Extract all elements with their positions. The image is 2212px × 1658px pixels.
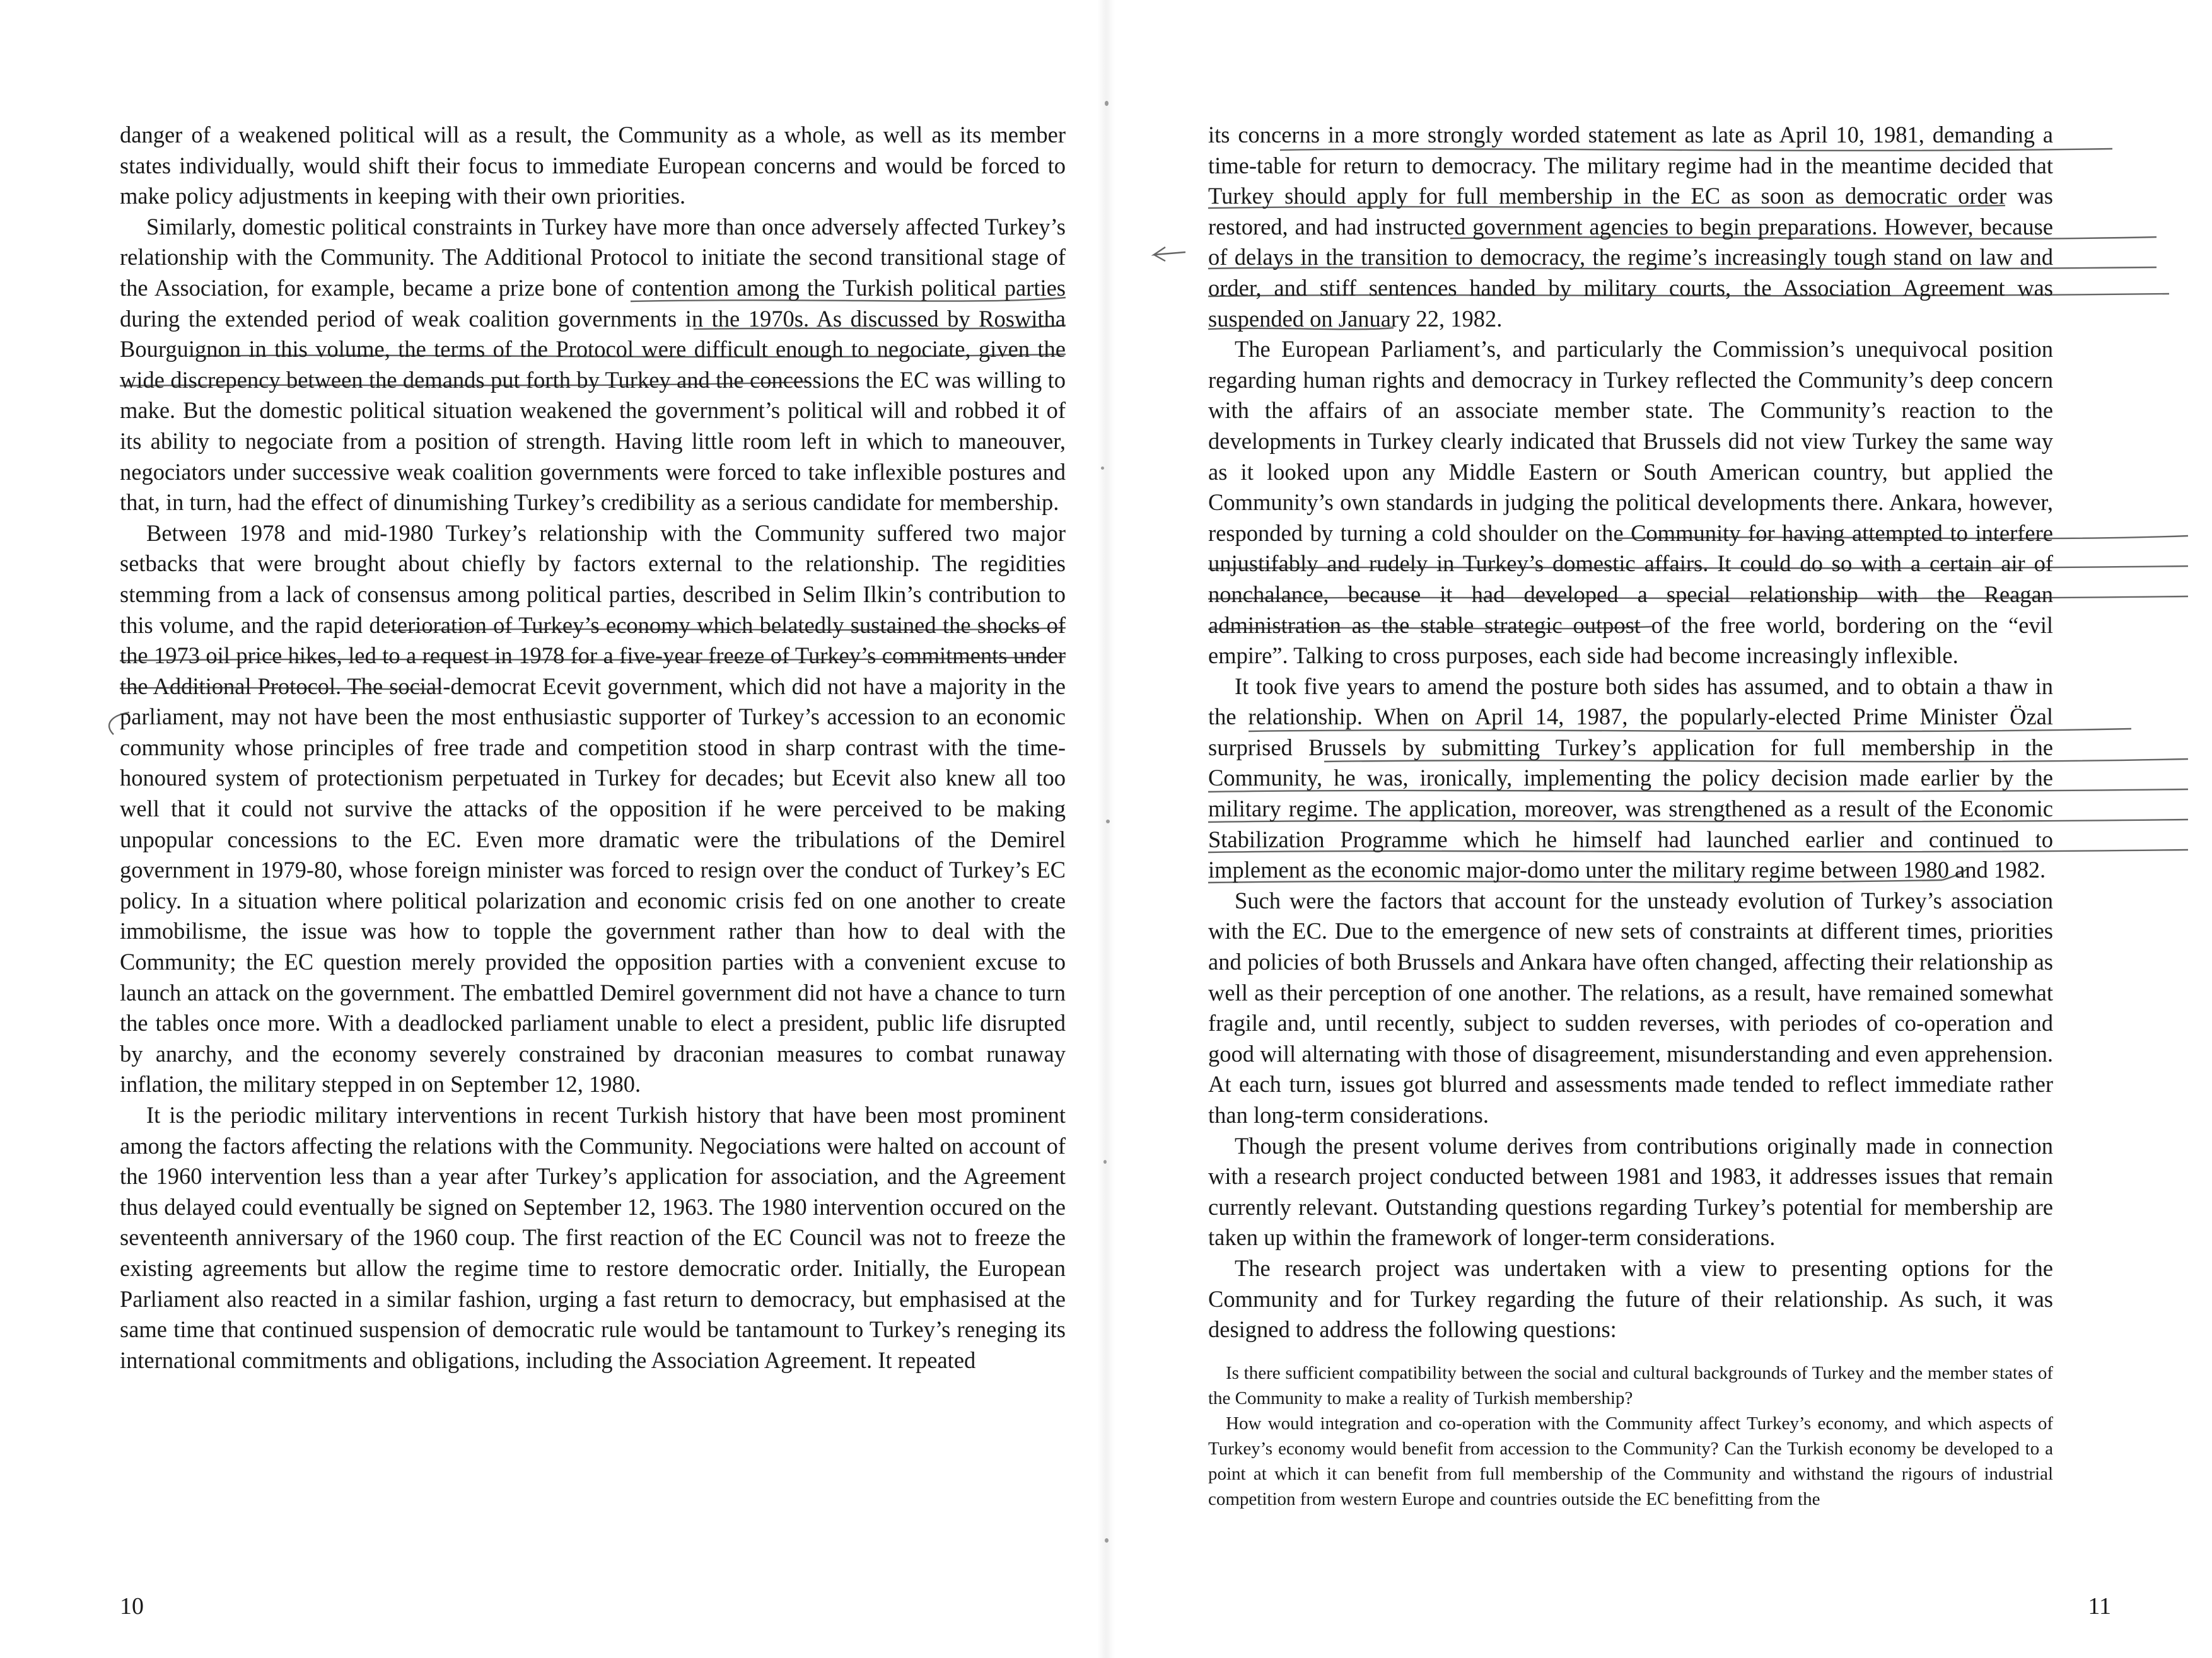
right-page	[1106, 0, 2212, 1658]
paragraph: Though the present volume derives from contributions originally made in connection with a research project conducted between 1981 and 1983, it addresses issues that remain currently relevant. Outstanding questions regarding Turkey’s potential for membership are taken up within the framework of longer-term considerations.	[1208, 1132, 2053, 1251]
paragraph: It took five years to amend the posture both sides has assumed, and to obtain a thaw in the relationship. When on April 14, 1987, the popularly-elected Prime Minister Özal surprised Brussels by submitting Turkey’s application for full membership in the Community, he was, ironically, implementing the policy decision made earlier by the military regime. The application, moreover, was strengthened as a result of the Economic Stabilization Programme which he himself had launched earlier and continued to implement as the economic major-domo unter the military regime between 1980 and 1982.	[1208, 673, 2053, 883]
paragraph: Such were the factors that account for the unsteady evolution of Turkey’s association with the EC. Due to the emergence of new sets of constraints at different times, priorities and policies of both Brussels and Ankara have often changed, affecting their relationship as well as their perception of one another. The relations, as a result, have remained somewhat fragile and, until recently, subject to sudden reverses, with periodes of co-operation and good will alternating with those of disagreement, misunderstanding and even apprehension. At each turn, issues got blurred and assessments made tended to reflect immediate rather than long-term considerations.	[1208, 887, 2053, 1128]
questions-list	[1208, 1360, 2053, 1512]
paragraph: its concerns in a more strongly worded statement as late as April 10, 1981, demanding a time-table for return to democracy. The military regime had in the meantime decided that Turkey should apply for full membership in the EC as soon as democratic order was restored, and had instructed government agencies to begin preparations. However, because of delays in the transition to democracy, the regime’s increasingly tough stand on law and order, and stiff sentences handed by military courts, the Association Agreement was suspended on January 22, 1982.	[1208, 122, 2053, 332]
paragraph: It is the periodic military interventions in recent Turkish history that have been most prominent among the factors affecting the relations with the Community. Negociations were halted on account of the 1960 intervention less than a year after Turkey’s application for association, and the Agreement thus delayed could eventually be signed on September 12, 1963. The 1980 intervention occured on the seventeenth anniversary of the 1960 coup. The first reaction of the EC Council was not to freeze the existing agreements but allow the regime time to restore democratic order. Initially, the European Parliament also reacted in a similar fashion, urging a fast return to democracy, but emphasised at the same time that continued suspension of democratic rule would be tantamount to Turkey’s reneging its international commitments and obligations, including the Association Agreement. It repeated	[120, 1102, 1066, 1373]
question-item: How would integration and co-operation with the Community affect Turkey’s economy, and which aspects of Turkey’s economy would benefit from accession to the Community? Can the Turkish economy be developed to a point at which it can benefit from full membership of the Community and withstand the rigours of industrial competition from western Europe and countries outside the EC benefitting from the	[1208, 1413, 2053, 1509]
right-page-text	[1208, 120, 2053, 1512]
paragraph: danger of a weakened political will as a result, the Community as a whole, as well as its member states individually, would shift their focus to immediate European concerns and would be forced to make policy adjustments in keeping with their own priorities.	[120, 122, 1066, 209]
gutter-speck	[1101, 467, 1104, 470]
paragraph: The European Parliament’s, and particularly the Commission’s unequivocal position regarding human rights and democracy in Turkey reflected the Community’s deep concern with the affairs of an associate member state. The Community’s reaction to the developments in Turkey clearly indicated that Brussels did not view Turkey the same way as it looked upon any Middle Eastern or South American country, but applied the Community’s own standards in judging the political developments there. Ankara, however, responded by turning a cold shoulder on the Community for having attempted to interfere unjustifably and rudely in Turkey’s domestic affairs. It could do so with a certain air of nonchalance, because it had developed a special relationship with the Reagan administration as the stable strategic outpost of the free world, bordering on the “evil empire”. Talking to cross purposes, each side had become increasingly inflexible.	[1208, 336, 2053, 669]
page-number-right: 11	[2088, 1593, 2111, 1620]
paragraph: Between 1978 and mid-1980 Turkey’s relationship with the Community suffered two major setbacks that were brought about chiefly by factors external to the relationship. The regidities stemming from a lack of consensus among political parties, described in Selim Ilkin’s contribution to this volume, and the rapid deterioration of Turkey’s economy which belatedly sustained the shocks of the 1973 oil price hikes, led to a request in 1978 for a five-year freeze of Turkey’s commitments under the Additional Protocol. The social-democrat Ecevit government, which did not have a majority in the parliament, may not have been the most enthusiastic supporter of Turkey’s accession to an economic community whose principles of free trade and competition stood in sharp contrast with the time-honoured system of protectionism perpetuated in Turkey for decades; but Ecevit also knew all too well that it could not survive the attacks of the opposition if he were perceived to be making unpopular concessions to the EC. Even more dramatic were the tribulations of the Demirel government in 1979-80, whose foreign minister was forced to resign over the conduct of Turkey’s EC policy. In a situation where political polarization and economic crisis fed on one another to create immobilisme, the issue was how to topple the government rather than how to deal with the Community; the EC question merely provided the opposition parties with a convenient excuse to launch an attack on the government. The embattled Demirel government did not have a chance to turn the tables once more. With a deadlocked parliament unable to elect a president, public life disrupted by anarchy, and the economy severely constrained by draconian measures to combat runaway inflation, the military stepped in on September 12, 1980.	[120, 519, 1066, 1098]
paragraph: Similarly, domestic political constraints in Turkey have more than once adversely affected Turkey’s relationship with the Community. The Additional Protocol to initiate the second transitional stage of the Association, for example, became a prize bone of contention among the Turkish political parties during the extended period of weak coalition governments in the 1970s. As discussed by Roswitha Bourguignon in this volume, the terms of the Protocol were difficult enough to negociate, given the wide discrepency between the demands put forth by Turkey and the concessions the EC was willing to make. But the domestic political situation weakened the government’s political will and robbed it of its ability to negociate from a position of strength. Having little room left in which to maneouver, negociators under successive weak coalition governments were forced to take inflexible postures and that, in turn, had the effect of dinumishing Turkey’s credibility as a serious candidate for membership.	[120, 213, 1066, 516]
question-item: Is there sufficient compatibility between the social and cultural backgrounds of Turkey and the member states of the Community to make a reality of Turkish membership?	[1208, 1362, 2053, 1408]
page-number-left: 10	[120, 1593, 144, 1620]
paragraph: The research project was undertaken with a view to presenting options for the Community and for Turkey regarding the future of their relationship. As such, it was designed to address the following questions:	[1208, 1255, 2053, 1343]
left-page-text	[120, 120, 1066, 1376]
